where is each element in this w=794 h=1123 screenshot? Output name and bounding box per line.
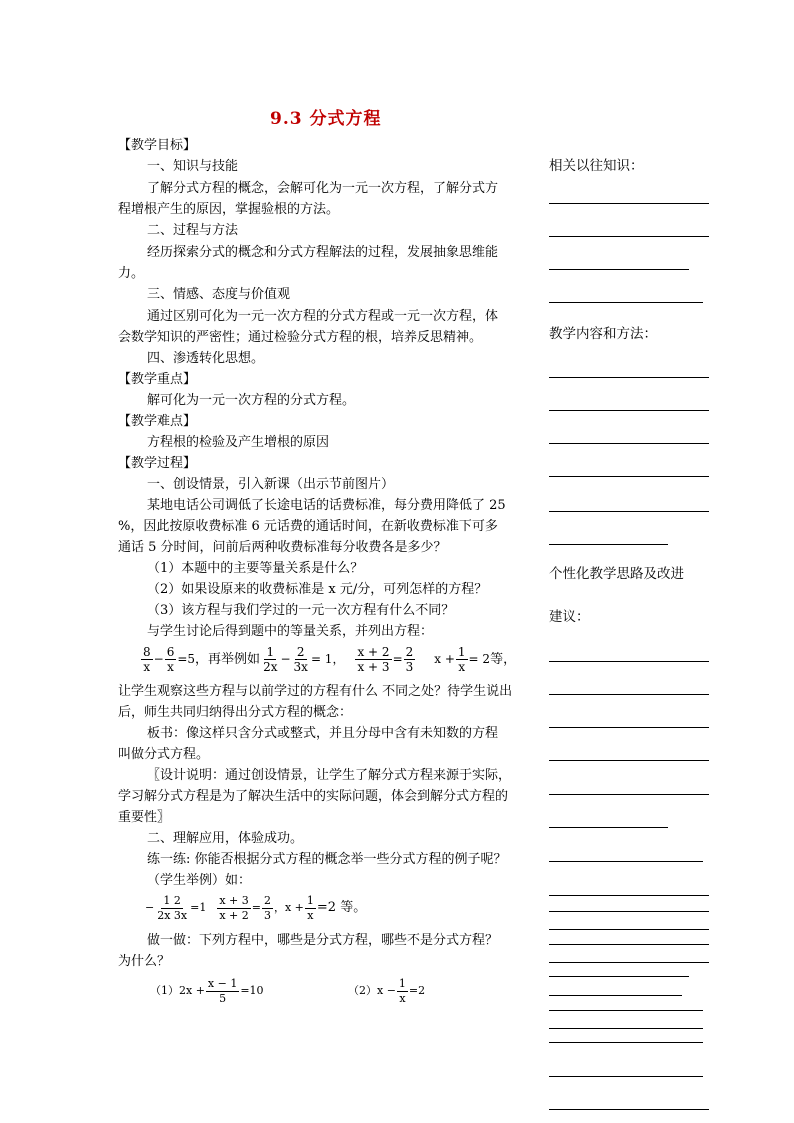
question-1: （1）本题中的主要等量关系是什么？ xyxy=(147,561,364,576)
writing-line xyxy=(549,911,709,912)
writing-line xyxy=(549,476,709,477)
question-2: （2）如果设原来的收费标准是 x 元/分，可列怎样的方程？ xyxy=(147,582,488,597)
subheading-transform: 四、渗透转化思想。 xyxy=(147,351,265,366)
design-note: 〖设计说明：通过创设情景，让学生了解分式方程来源于实际， xyxy=(147,768,512,783)
body-line: 为什么？ xyxy=(118,954,171,969)
writing-line xyxy=(549,443,709,444)
writing-line xyxy=(549,511,709,512)
body-line: 后，师生共同归纳得出分式方程的概念： xyxy=(118,705,353,720)
fraction: $\frac{x + 2}{x + 3}$ xyxy=(357,645,390,674)
sidebar-related-knowledge: 相关以往知识： xyxy=(549,158,644,174)
body-line: 让学生观察这些方程与以前学过的方程有什么 不同之处？待学生说出 xyxy=(118,684,513,699)
writing-line xyxy=(549,827,668,828)
fraction: $\frac{8}{x}$ xyxy=(143,645,151,674)
body-line: 力。 xyxy=(118,266,145,281)
body-line: 会数学知识的严密性；通过检验分式方程的根，培养反思精神。 xyxy=(118,330,483,345)
fraction: $\frac{2}{3x}$ xyxy=(293,645,308,674)
writing-line xyxy=(549,1010,703,1011)
writing-line xyxy=(549,1042,703,1043)
heading-process: 【教学过程】 xyxy=(118,456,197,471)
page-title: 9.3 分式方程 xyxy=(270,109,382,129)
writing-line xyxy=(549,302,703,303)
writing-line xyxy=(549,995,682,996)
writing-line xyxy=(549,962,709,963)
body-line: 方程根的检验及产生增根的原因 xyxy=(147,435,330,450)
question-3: （3）该方程与我们学过的一元一次方程有什么不同？ xyxy=(147,603,455,618)
writing-line xyxy=(549,203,709,204)
sidebar-personal-line1: 个性化教学思路及改进 xyxy=(549,566,684,582)
equation-question-1: （1）2x + $\frac{x - 1}{5}$ =10 xyxy=(150,976,264,1005)
body-line: 重要性〗 xyxy=(118,810,171,825)
body-line: %，因此按原收费标准 6 元话费的通话时间，在新收费标准下可多 xyxy=(118,519,498,534)
writing-line xyxy=(549,976,689,977)
fraction: $\frac{1}{x}$ xyxy=(457,645,466,674)
writing-line xyxy=(549,929,709,930)
writing-line xyxy=(549,544,668,545)
writing-line xyxy=(549,1076,703,1077)
body-line: 某地电话公司调低了长途电话的话费标准，每分费用降低了 25 xyxy=(147,498,506,513)
writing-line xyxy=(549,895,709,896)
body-line: 通过区别可化为一元一次方程的分式方程或一元一次方程，体 xyxy=(147,309,499,324)
subheading-knowledge: 一、知识与技能 xyxy=(147,159,239,174)
fraction: $\frac{1 2}{2x 3x}$ xyxy=(157,893,188,922)
body-line: 与学生讨论后得到题中的等量关系，并列出方程： xyxy=(147,624,434,639)
fraction: $\frac{x - 1}{5}$ xyxy=(207,976,238,1005)
board-note: 板书：像这样只含分式或整式，并且分母中含有未知数的方程 xyxy=(147,726,499,741)
section-one-heading: 一、创设情景，引入新课（出示节前图片） xyxy=(147,477,395,492)
subheading-process: 二、过程与方法 xyxy=(147,223,239,238)
fraction: $\frac{2}{3}$ xyxy=(405,645,414,674)
body-line: 程增根产生的原因，掌握验根的方法。 xyxy=(118,202,340,217)
heading-difficulty: 【教学难点】 xyxy=(118,414,197,429)
body-line: 学习解分式方程是为了解决生活中的实际问题，体会到解分式方程的 xyxy=(118,789,509,804)
writing-line xyxy=(549,727,709,728)
writing-line xyxy=(549,377,709,378)
writing-line xyxy=(549,236,709,237)
writing-line xyxy=(549,410,709,411)
writing-line xyxy=(549,760,709,761)
subheading-emotion: 三、情感、态度与价值观 xyxy=(147,287,291,302)
writing-line xyxy=(549,1028,703,1029)
sidebar-personal-line2: 建议： xyxy=(549,609,590,625)
do-it-line: 做一做：下列方程中，哪些是分式方程，哪些不是分式方程？ xyxy=(147,933,499,948)
example-equations: − $\frac{1 2}{2x 3x}$ =1 $\frac{x + 3}{x + 2}$ = $\frac{2}{3}$ ，x + $\frac{1}{x}$ =2 等。 xyxy=(145,893,367,922)
fraction: $\frac{2}{3}$ xyxy=(263,893,271,922)
writing-line xyxy=(549,661,709,662)
fraction: $\frac{1}{x}$ xyxy=(306,893,314,922)
equation-row: $\frac{8}{x}$ − $\frac{6}{x}$ =5，再举例如 $\frac{1}{2x}$ − $\frac{2}{3x}$ = 1， $\frac{x + 2}{x + 3}$ = $\frac{2}{3}$ x + $\frac{1}{x}$ = 2等， xyxy=(143,645,517,674)
body-line: 通话 5 分时间，问前后两种收费标准每分收费各是多少？ xyxy=(118,540,447,555)
writing-line xyxy=(549,1109,709,1110)
sidebar-content-method: 教学内容和方法： xyxy=(549,326,657,342)
student-example-line: （学生举例）如： xyxy=(147,873,252,888)
fraction: $\frac{6}{x}$ xyxy=(166,645,175,674)
fraction: $\frac{1}{x}$ xyxy=(398,976,406,1005)
heading-teaching-goals: 【教学目标】 xyxy=(118,138,197,153)
fraction: $\frac{x + 3}{x + 2}$ xyxy=(219,893,249,922)
writing-line xyxy=(549,944,709,945)
writing-line xyxy=(549,861,703,862)
body-line: 经历探索分式的概念和分式方程解法的过程，发展抽象思维能 xyxy=(147,245,499,260)
body-line: 叫做分式方程。 xyxy=(118,747,210,762)
writing-line xyxy=(549,794,709,795)
section-two-heading: 二、理解应用，体验成功。 xyxy=(147,831,304,846)
equation-question-2: （2）x − $\frac{1}{x}$ =2 xyxy=(348,976,426,1005)
writing-line xyxy=(549,269,689,270)
fraction: $\frac{1}{2x}$ xyxy=(263,645,278,674)
heading-key-point: 【教学重点】 xyxy=(118,372,197,387)
body-line: 了解分式方程的概念，会解可化为一元一次方程，了解分式方 xyxy=(147,181,499,196)
writing-line xyxy=(549,694,709,695)
body-line: 解可化为一元一次方程的分式方程。 xyxy=(147,393,356,408)
practice-line: 练一练: 你能否根据分式方程的概念举一些分式方程的例子呢？ xyxy=(147,852,507,867)
